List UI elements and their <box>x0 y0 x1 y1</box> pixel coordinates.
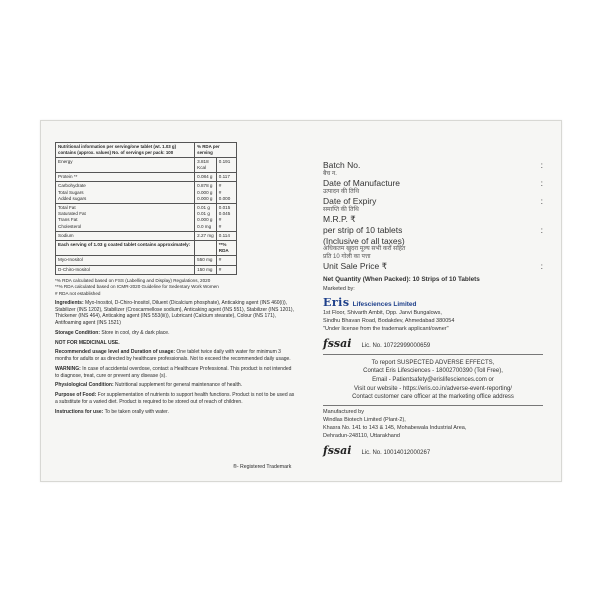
nutrition-row <box>56 173 237 182</box>
strip-row <box>323 225 543 236</box>
label-section <box>55 330 295 337</box>
mrp-label: M.R.P. ₹ <box>323 214 356 225</box>
section-label: Instructions for use: <box>55 408 104 415</box>
ae-line: To report SUSPECTED ADVERSE EFFECTS, <box>371 359 495 366</box>
manufacturer-name: Windlas Biotech Limited (Plant-2), <box>323 416 406 423</box>
nutrient-amount: 0.878 g 0.000 g 0.000 g <box>195 182 217 204</box>
taxes-label: (Inclusive of all taxes) <box>323 235 405 246</box>
nutrition-row <box>56 157 237 172</box>
nutrient-amount: 0.01 g 0.01 g 0.000 g 0.0 mg <box>195 204 217 232</box>
mfg-hindi: उत्पादन की तिथि <box>323 188 360 195</box>
nutrient-name: Total Fat Saturated Fat Trans Fat Cholesterol <box>56 204 195 232</box>
nutrient-rda: 0.015 0.045 # # <box>216 204 236 232</box>
nutrient-name: Each serving of 1.03 g coated tablet contains approximately: <box>56 240 195 255</box>
label-section <box>55 409 295 416</box>
nutrition-table <box>55 142 237 275</box>
address-line: Dehradun-248110, Uttarakhand <box>323 432 400 439</box>
batch-row <box>323 160 543 171</box>
adverse-event-box <box>323 359 543 402</box>
divider <box>323 354 543 355</box>
nutrient-rda: # # 0.000 <box>216 182 236 204</box>
rda-note: *% RDA calculated based on FSS (Labelling and Display) Regulations, 2020 <box>55 277 211 283</box>
colon: : <box>540 225 543 235</box>
nutrition-row <box>56 240 237 255</box>
fssai-logo: fssai <box>323 336 352 350</box>
eris-brand <box>323 296 543 310</box>
rda-note: **% RDA calculated based on ICMR-2020 Guideline for Sedentary Work Women <box>55 284 219 290</box>
label-section <box>55 392 295 406</box>
nutrient-amount: 2.27 mg <box>195 231 217 240</box>
colon: : <box>540 178 543 189</box>
nutrition-row <box>56 265 237 274</box>
fssai-row-2 <box>323 444 543 458</box>
fssai-license: Lic. No. 10722999000659 <box>361 342 431 349</box>
label-section <box>55 349 295 363</box>
section-label: NOT FOR MEDICINAL USE. <box>55 339 120 346</box>
nutrition-header-rda: % RDA per serving <box>195 143 237 158</box>
section-label: Storage Condition: <box>55 329 100 336</box>
mfd-by: Manufactured by <box>323 408 364 415</box>
eris-address <box>323 310 543 334</box>
section-text: In case of accidental overdose, contact a Healthcare Professional. This product is not intended to diagnose, treat, cure or prevent any disease (s). <box>55 365 292 379</box>
nutrient-rda: # <box>216 265 236 274</box>
nutrient-name: Myo-Inositol <box>56 256 195 265</box>
nutrient-name: Energy <box>56 157 195 172</box>
nutrient-amount: 0.084 g <box>195 173 217 182</box>
nutrition-row <box>56 256 237 265</box>
section-text: For supplementation of nutrients to support health functions. Product is not to be used as a substitute for a varied diet. Product is required to be stored out of reach of children. <box>55 392 295 405</box>
label-section <box>55 340 295 347</box>
section-label: Ingredients: <box>55 299 84 306</box>
ae-line: Visit our website - https://eris.co.in/adverse-event-reporting/ <box>354 385 512 392</box>
exp-label: Date of Expiry <box>323 196 377 207</box>
ae-line: Contact customer care officer at the marketing office address <box>352 394 514 401</box>
net-quantity: Net Quantity (When Packed): 10 Strips of 10 Tablets <box>323 275 480 283</box>
section-label: Recommended usage level and Duration of usage: <box>55 349 176 356</box>
nutrient-name: Protein ** <box>56 173 195 182</box>
section-label: WARNING: <box>55 365 81 372</box>
eris-logo: Eris <box>323 296 350 310</box>
nutrient-amount: 3.818 Kcal <box>195 157 217 172</box>
section-text: To be taken orally with water. <box>103 408 169 415</box>
exp-hindi: समाप्ति की तिथि <box>323 206 359 213</box>
left-panel <box>55 142 295 415</box>
nutrient-rda: 0.191 <box>216 157 236 172</box>
batch-label: Batch No. <box>323 160 361 170</box>
right-panel <box>323 160 543 458</box>
address-line: Khasra No. 141 to 143 & 145, Mohabewala Industrial Area, <box>323 424 467 431</box>
section-text: Nutritional supplement for general maintenance of health. <box>113 382 243 389</box>
usp-row <box>323 261 543 272</box>
trademark-note: ®- Registered Trademark <box>233 464 292 470</box>
fssai-row-1 <box>323 337 543 351</box>
rda-note: # RDA not established <box>55 290 101 296</box>
mfg-label: Date of Manufacture <box>323 178 401 189</box>
marketed-by: Marketed by: <box>323 286 355 293</box>
nutrition-row <box>56 231 237 240</box>
nutrition-body <box>56 157 237 274</box>
colon: : <box>540 196 543 207</box>
strip-label: per strip of 10 tablets <box>323 225 403 235</box>
nutrition-row <box>56 204 237 232</box>
section-label: Purpose of Food: <box>55 392 97 399</box>
section-text: Myo-Inositol, D-Chiro-Inositol, Diluent (Dicalcium phosphate), Anticaking agent (INS 460(i)), Stabilizer (INS 1202), Stabilizer (Croscarmellose sodium), Anticaking agent (INS 551), Stabilizer (INS 1201), Thickener (INS 464), Anticaking agent (INS 553(iii)), Lubricant (Calcium stearate), Colour (INS 171), Antifoaming agent (INS 1521) <box>55 299 294 327</box>
section-label: Physiological Condition: <box>55 382 114 389</box>
rda-notes <box>55 278 295 297</box>
address-line: Sindhu Bhavan Road, Bodakdev, Ahmedabad 380054 <box>323 317 455 324</box>
divider <box>323 405 543 406</box>
label-section <box>55 300 295 327</box>
colon: : <box>540 261 543 272</box>
nutrient-rda: 0.114 <box>216 231 236 240</box>
exp-row <box>323 196 543 207</box>
nutrient-rda: # <box>216 256 236 265</box>
ae-line: Email - Patientsafety@erislifesciences.com or <box>372 376 494 383</box>
nutrition-row <box>56 182 237 204</box>
section-text: One tablet twice daily with water for minimum 3 months for adults or as directed by healthcare professionals. Not to exceed the recommended daily usage. <box>55 349 291 363</box>
license-note: "Under license from the trademark applicant/owner" <box>323 325 449 332</box>
mrp-hindi: अधिकतम खुदरा मूल्य सभी करों सहित <box>323 246 406 253</box>
nutrient-amount <box>195 240 217 255</box>
manufacturer <box>323 409 543 441</box>
nutrient-name: D-Chiro-Inositol <box>56 265 195 274</box>
colon: : <box>540 160 543 170</box>
label-sections <box>55 300 295 416</box>
nutrient-rda: **% RDA <box>216 240 236 255</box>
ae-line: Contact Eris Lifesciences - 18002700390 (Toll Free), <box>363 368 503 375</box>
nutrient-rda: 0.117 <box>216 173 236 182</box>
section-text: Store in cool, dry & dark place. <box>100 329 170 336</box>
nutrition-header-label: Nutritional information per serving/one tablet (wt. 1.03 g) contains (approx. values) No. of servings per pack: 100 <box>56 143 195 158</box>
label-section <box>55 382 295 389</box>
fssai-license: Lic. No. 10014012000267 <box>361 449 431 456</box>
nutrition-header-row <box>56 143 237 158</box>
eris-company-name: Lifesciences Limited <box>352 301 417 309</box>
fssai-logo: fssai <box>323 443 352 457</box>
address-line: 1st Floor, Shivarth Ambit, Opp. Janvi Bungalows, <box>323 309 442 316</box>
usp-label: Unit Sale Price ₹ <box>323 261 387 272</box>
label-section <box>55 366 295 380</box>
mfg-row <box>323 178 543 189</box>
nutrient-amount: 150 mg <box>195 265 217 274</box>
nutrient-amount: 550 mg <box>195 256 217 265</box>
strip-hindi: प्रति 10 गोली का पत्ता <box>323 253 371 260</box>
batch-hindi: बैच न. <box>323 170 337 177</box>
nutrient-name: Carbohydrate Total Sugars Added sugars <box>56 182 195 204</box>
nutrient-name: Sodium <box>56 231 195 240</box>
